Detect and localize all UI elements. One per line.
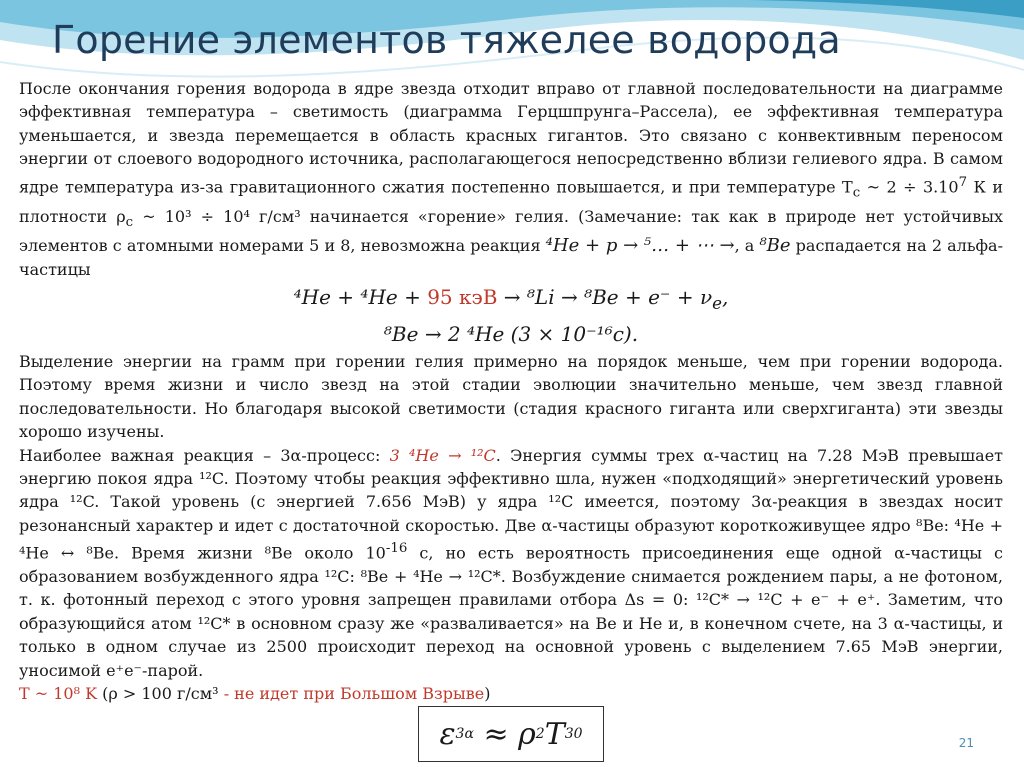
subscript: 3α	[455, 726, 474, 742]
text-run: . Энергия суммы трех α-частиц на 7.28 МэВ превышает энергию покоя ядра ¹²C. Поэтому чтобы реакция эффективно шла, нужен «подходящий» энергетический уровень ядра ¹²C. Такой уровень (с энергией 7.656 МэВ) у ядра ¹²C имеется, поэтому 3α-реакция в звездах носит резонансный характер и идет с достаточной скоростью. Две α-частицы образуют короткоживущее ядро ⁸Be: ⁴He + ⁴He ↔ ⁸Be. Время жизни ⁸Be около 10	[19, 445, 1004, 563]
superscript: 7	[958, 174, 968, 190]
formula-t: T	[544, 716, 565, 752]
be8-symbol: ⁸Be	[759, 235, 791, 257]
eq-part: ⁴He + ⁴He +	[293, 284, 428, 309]
text-run: К и плотности ρ	[19, 176, 1003, 226]
text-run: Наиболее важная реакция – 3α-процесс:	[19, 445, 390, 465]
formula-approx-rho: ≈ ρ	[483, 716, 536, 752]
big-bang-note: - не идет при Большом Взрыве	[223, 683, 485, 703]
superscript: 2	[535, 726, 545, 742]
page-number: 21	[958, 736, 974, 750]
paragraph-triple-alpha	[19, 444, 1003, 682]
inline-reaction: ⁴He + p → ⁵… + ⋯ →	[545, 235, 735, 257]
text-run: ~ 10³ ÷ 10⁴ г/см³ начинается «горение» гелия. (Замечание: так как в природе нет устойчивых элементов с атомными номерами 5 и 8, невозможна реакция	[19, 206, 1004, 256]
eq-energy-highlight: 95 кэВ	[427, 284, 498, 309]
superscript: -16	[385, 541, 408, 557]
subscript: e	[712, 293, 722, 313]
epsilon-symbol: ε	[439, 716, 456, 752]
equation-be8-decay: ⁸Be → 2 ⁴He (3 × 10⁻¹⁶c).	[383, 321, 639, 346]
text-run: ~ 2 ÷ 3.10	[860, 176, 959, 196]
eq-part: ,	[721, 284, 729, 309]
text-run: , а	[734, 236, 760, 256]
superscript: 30	[564, 726, 583, 742]
equation-li8-decay	[19, 283, 1003, 318]
text-run: распадается на 2 альфа-частицы	[19, 236, 1003, 279]
text-run: )	[484, 683, 491, 703]
paragraph-hydrogen-burning-end	[19, 77, 1003, 281]
subscript: c	[852, 185, 861, 201]
triple-alpha-reaction: 3 ⁴He → ¹²C	[389, 445, 496, 465]
text-run: После окончания горения водорода в ядре звезда отходит вправо от главной последовательности на диаграмме эффективная температура – светимость (диаграмма Герцшпрунга–Рассела), ее эффективная температура уменьшается, и звезда перемещается в область красных гигантов. Это связано с конвективным переносом энергии от слоевого водородного источника, располагающегося непосредственно вблизи гелиевого ядра. В самом ядре температура из-за гравитационного сжатия постепенно повышается, и при температуре T	[19, 79, 1003, 196]
slide-title: Горение элементов тяжелее водорода	[52, 18, 841, 62]
text-run: с, но есть вероятность присоединения еще одной α-частицы с образованием возбужденного ядра ¹²C: ⁸Be + ⁴He → ¹²C*. Возбуждение снимается рождением пары, а не фотоном, т. к. фотонный переход с этого уровня запрещен правилами отбора Δs = 0: ¹²C* → ¹²C + e⁻ + e⁺. Заметим, что образующийся атом ¹²C* в основном сразу же «разваливается» на Be и He и, в конечном счете, на 3 α-частицы, и только в одном случае из 2500 происходит переход на основной уровень с выделением 7.65 МэВ энергии, уносимой e⁺e⁻-парой.	[19, 543, 1004, 680]
subscript: c	[125, 214, 134, 230]
energy-rate-formula	[418, 706, 604, 762]
paragraph-energy-release: Выделение энергии на грамм при горении гелия примерно на порядок меньше, чем при горении водорода. Поэтому время жизни и число звезд на этой стадии эволюции значительно меньше, чем звезд главной последовательности. Но благодаря высокой светимости (стадия красного гиганта или сверхгиганта) эти звезды хорошо изучены.	[19, 351, 1003, 442]
slide-body	[19, 77, 1003, 705]
footer-condition-line	[19, 682, 1003, 705]
temperature-condition: T ~ 10⁸ K	[19, 683, 98, 703]
density-condition: (ρ > 100 г/см³	[97, 683, 224, 703]
eq-part: → ⁸Li → ⁸Be + e⁻ + ν	[497, 284, 713, 309]
